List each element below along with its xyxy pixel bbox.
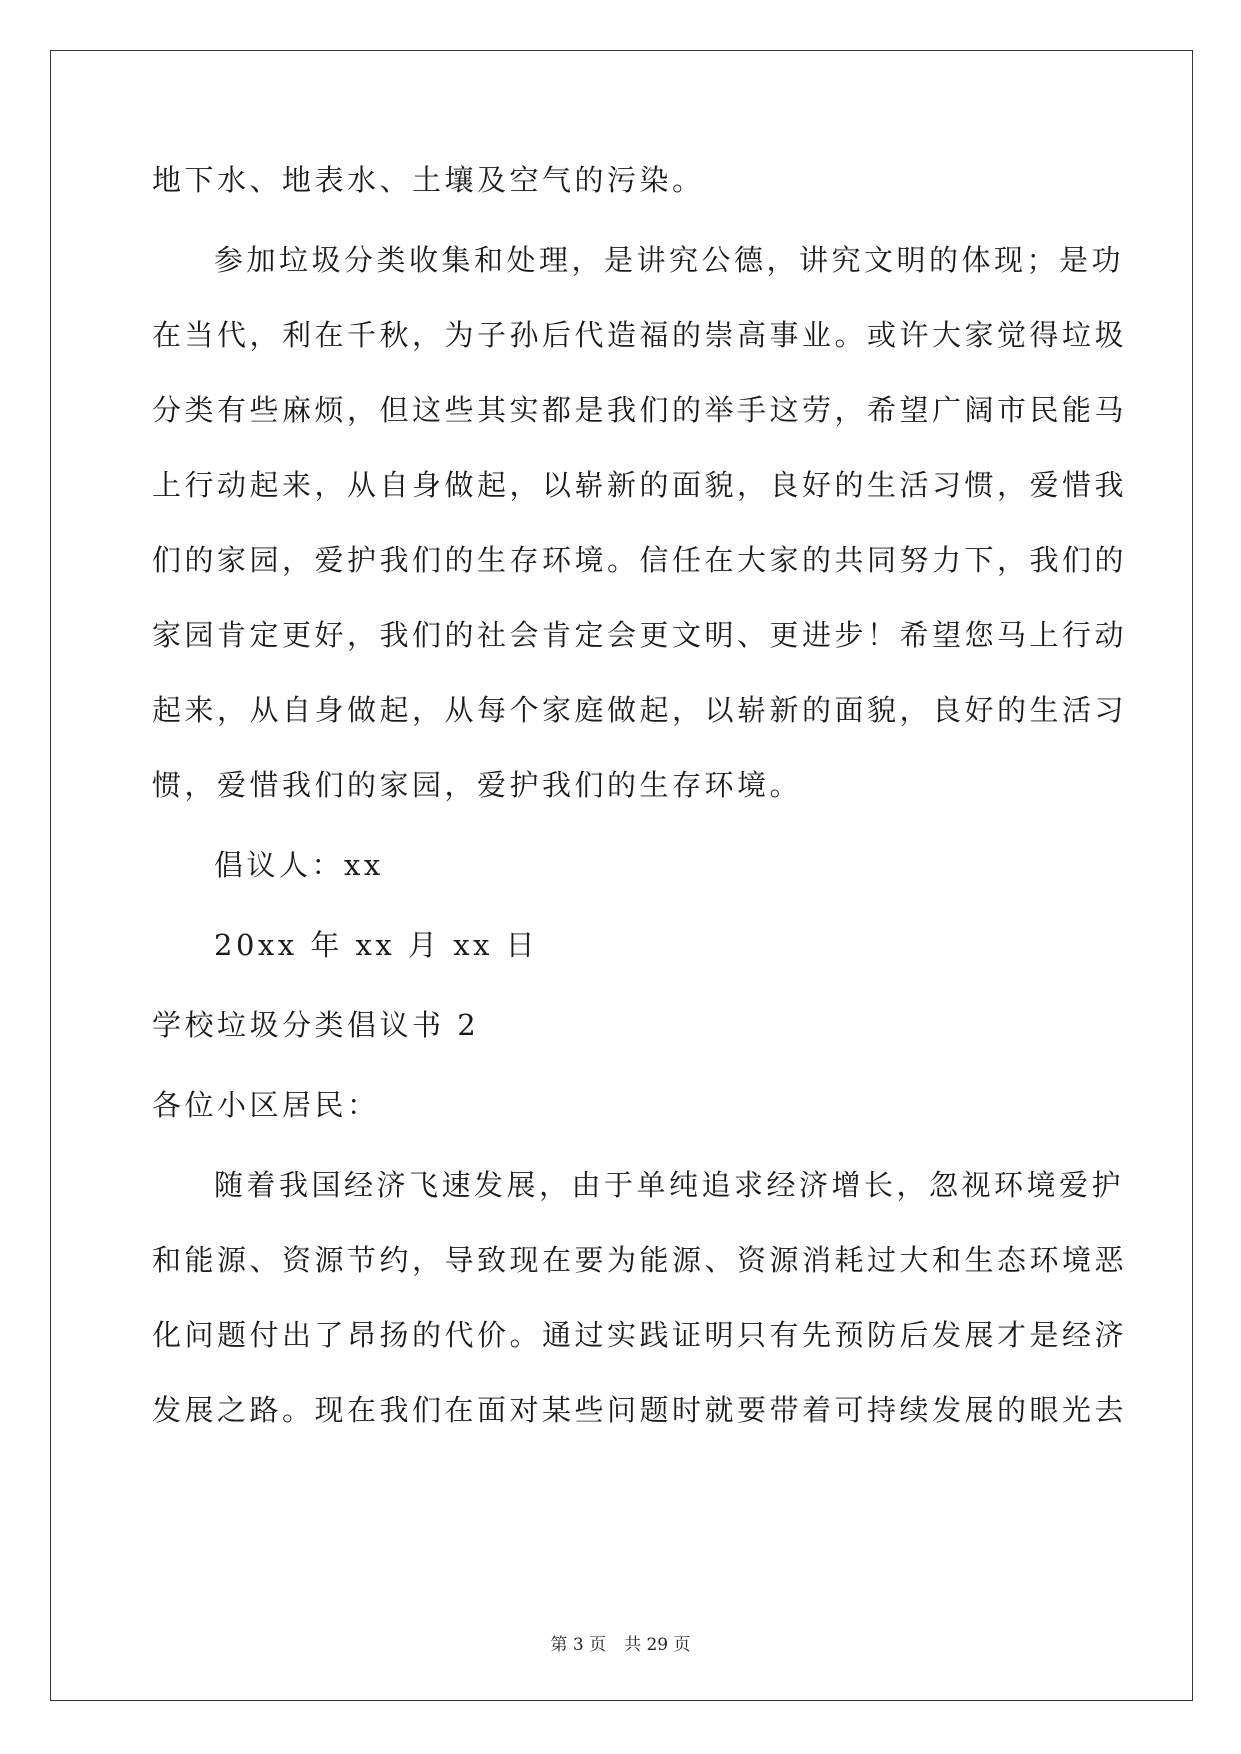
- paragraph-line: 随着我国经济飞速发展，由于单纯追求经济增长，忽视环境爱护: [214, 1168, 1125, 1202]
- paragraph-line: 发展之路。现在我们在面对某些问题时就要带着可持续发展的眼光去: [152, 1393, 1128, 1427]
- total-pages: 共 29 页: [624, 1635, 691, 1655]
- salutation-line: 各位小区居民：: [152, 1088, 380, 1122]
- signatory-line: 倡议人：xx: [214, 848, 384, 882]
- date-line: 20xx 年 xx 月 xx 日: [214, 928, 539, 962]
- paragraph-line: 参加垃圾分类收集和处理，是讲究公德，讲究文明的体现；是功: [214, 243, 1125, 277]
- paragraph-line: 家园肯定更好，我们的社会肯定会更文明、更进步！希望您马上行动: [152, 618, 1128, 652]
- paragraph-line: 们的家园，爱护我们的生存环境。信任在大家的共同努力下，我们的: [152, 543, 1128, 577]
- paragraph-line: 在当代，利在千秋，为子孙后代造福的崇高事业。或许大家觉得垃圾: [152, 318, 1128, 352]
- paragraph-line: 和能源、资源节约，导致现在要为能源、资源消耗过大和生态环境恶: [152, 1243, 1128, 1277]
- page-footer: [0, 1630, 1241, 1655]
- paragraph-line: 上行动起来，从自身做起，以崭新的面貌，良好的生活习惯，爱惜我: [152, 468, 1128, 502]
- paragraph-line: 化问题付出了昂扬的代价。通过实践证明只有先预防后发展才是经济: [152, 1318, 1128, 1352]
- paragraph-line: 地下水、地表水、土壤及空气的污染。: [152, 163, 705, 197]
- paragraph-line: 起来，从自身做起，从每个家庭做起，以崭新的面貌，良好的生活习: [152, 693, 1128, 727]
- paragraph-line: 惯，爱惜我们的家园，爱护我们的生存环境。: [152, 768, 803, 802]
- paragraph-line: 分类有些麻烦，但这些其实都是我们的举手这劳，希望广阔市民能马: [152, 393, 1128, 427]
- page-number: 第 3 页: [550, 1635, 607, 1655]
- section-title: 学校垃圾分类倡议书 2: [152, 1008, 480, 1042]
